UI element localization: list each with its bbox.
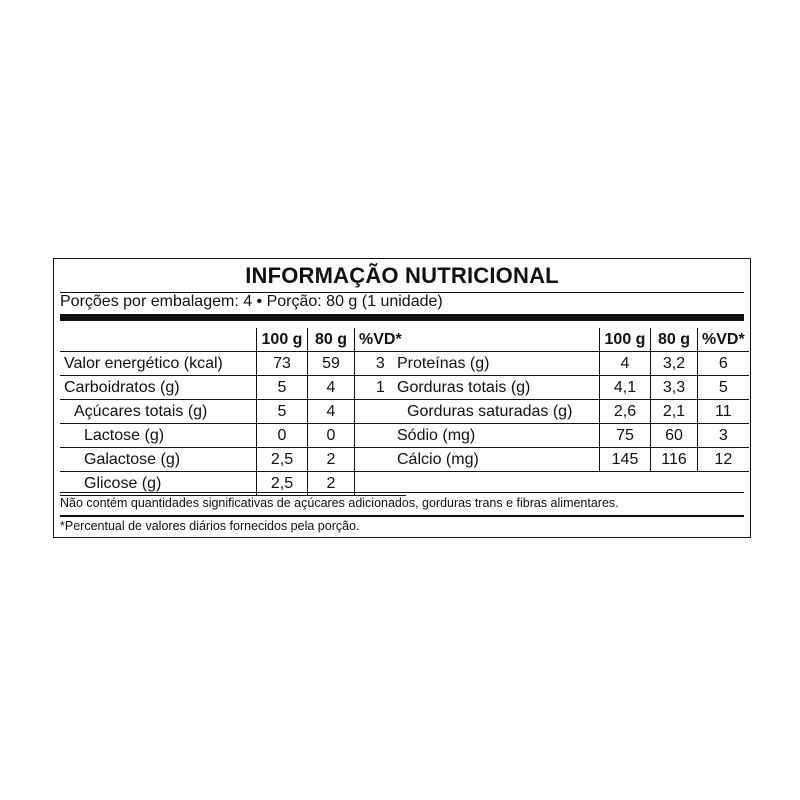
header-vd: %VD* [698,328,749,352]
nutrient-name: Gorduras saturadas (g) [407,403,573,420]
nutrient-name: Cálcio (mg) [397,451,479,468]
nutrient-row [60,376,406,400]
value-portion: 4 [308,376,355,400]
footnote-vd: *Percentual de valores diários fornecidos pela porção. [60,519,360,533]
value-100g: 2,5 [257,448,308,472]
nutrient-row [60,424,406,448]
value-portion: 59 [308,352,355,376]
divider [60,492,744,493]
nutrient-name: Gorduras totais (g) [397,379,531,396]
value-portion: 3,3 [651,376,698,400]
value-vd: 12 [698,448,749,472]
value-100g: 5 [257,400,308,424]
divider [60,515,744,517]
nutrient-row [393,376,749,400]
value-portion: 0 [308,424,355,448]
header-blank [60,328,257,352]
value-100g: 2,5 [257,472,308,496]
value-portion: 2,1 [651,400,698,424]
nutrition-facts-label [53,258,751,538]
footnote-not-significant: Não contém quantidades significativas de açúcares adicionados, gorduras trans e fibras alimentares. [60,496,619,510]
value-100g: 73 [257,352,308,376]
table-header-row [60,328,406,352]
nutrient-row [393,424,749,448]
table-header-row [393,328,749,352]
header-vd: %VD* [355,328,406,352]
header-100g: 100 g [257,328,308,352]
label-title: INFORMAÇÃO NUTRICIONAL [245,263,559,288]
value-vd: 6 [698,352,749,376]
nutrient-name: Glicose (g) [84,475,162,492]
nutrients-table-right [393,328,749,472]
nutrient-name: Lactose (g) [84,427,165,444]
nutrient-name: Sódio (mg) [397,427,476,444]
value-portion: 2 [308,472,355,496]
nutrient-row [60,352,406,376]
header-portion: 80 g [651,328,698,352]
value-portion: 60 [651,424,698,448]
header-blank [393,328,600,352]
value-portion: 116 [651,448,698,472]
header-portion: 80 g [308,328,355,352]
nutrient-row [393,400,749,424]
value-vd: 3 [698,424,749,448]
value-portion: 2 [308,448,355,472]
nutrient-row [60,448,406,472]
nutrient-row [60,400,406,424]
value-vd: 11 [698,400,749,424]
header-100g: 100 g [600,328,651,352]
value-vd: 5 [698,376,749,400]
nutrient-row [393,448,749,472]
portions-info: Porções por embalagem: 4 • Porção: 80 g (1 unidade) [60,293,443,310]
value-100g: 0 [257,424,308,448]
nutrient-name: Galactose (g) [84,451,181,468]
nutrient-name: Proteínas (g) [397,355,490,372]
nutrient-name: Carboidratos (g) [64,379,180,396]
thick-divider [60,314,744,321]
value-100g: 4 [600,352,651,376]
value-vd: 3 [355,352,406,376]
value-100g: 75 [600,424,651,448]
nutrient-row [393,352,749,376]
value-100g: 145 [600,448,651,472]
nutrient-name: Valor energético (kcal) [64,355,223,372]
nutrient-name: Açúcares totais (g) [74,403,208,420]
value-100g: 5 [257,376,308,400]
nutrients-table-left [60,328,406,496]
value-100g: 4,1 [600,376,651,400]
value-portion: 3,2 [651,352,698,376]
value-portion: 4 [308,400,355,424]
value-vd: 1 [355,376,406,400]
value-100g: 2,6 [600,400,651,424]
